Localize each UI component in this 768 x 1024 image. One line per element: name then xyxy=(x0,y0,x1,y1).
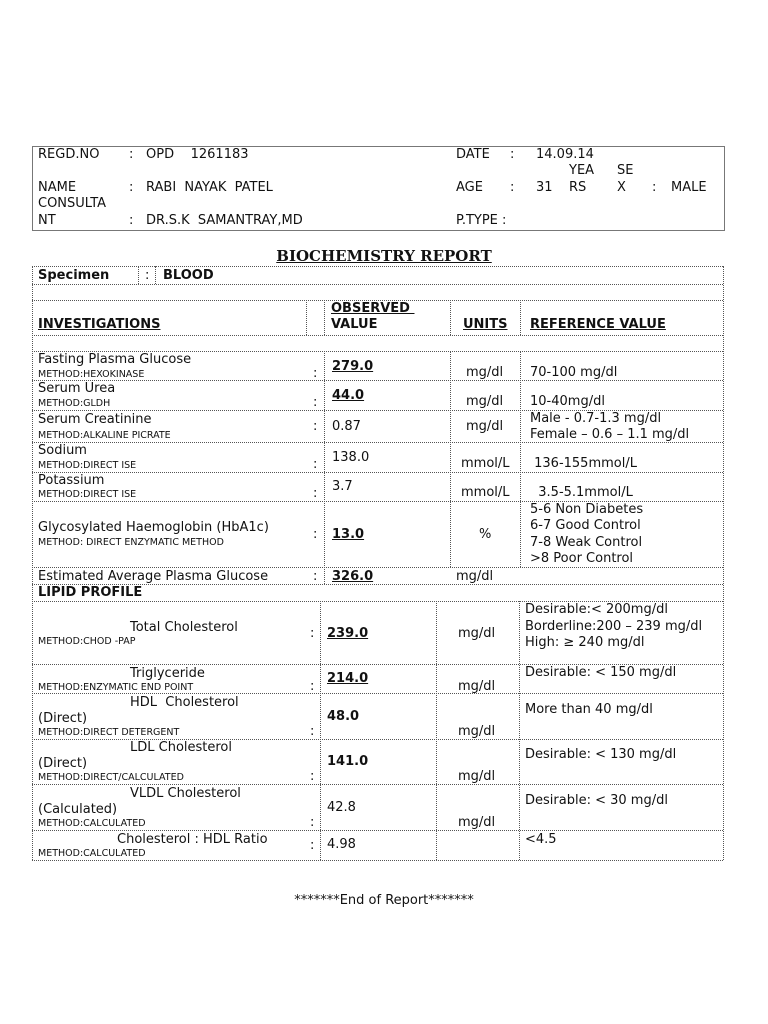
test-value: 44.0 xyxy=(332,388,365,403)
report-title: BIOCHEMISTRY REPORT xyxy=(276,247,492,265)
grid-line xyxy=(436,601,437,860)
grid-line xyxy=(520,351,521,567)
test-value: 0.87 xyxy=(332,419,361,434)
grid-line xyxy=(520,300,521,335)
test-unit: mg/dl xyxy=(466,365,504,380)
test-unit: mg/dl xyxy=(458,815,496,830)
test-unit: mmol/L xyxy=(461,485,510,500)
specimen-value: BLOOD xyxy=(163,268,214,283)
col-units: UNITS xyxy=(463,317,508,332)
grid-line xyxy=(32,567,723,568)
test-reference: 10-40mg/dl xyxy=(530,394,605,409)
test-method: METHOD:CALCULATED xyxy=(38,848,146,859)
test-unit: mg/dl xyxy=(456,569,494,584)
test-name: VLDL Cholesterol xyxy=(130,786,241,801)
date-label: DATE xyxy=(456,147,490,162)
test-reference: Desirable: < 30 mg/dl xyxy=(525,793,668,808)
grid-line xyxy=(155,266,156,284)
test-reference: Male - 0.7-1.3 mg/dl xyxy=(530,411,662,426)
grid-line xyxy=(32,266,723,267)
test-reference: Female – 0.6 – 1.1 mg/dl xyxy=(530,427,690,442)
grid-line xyxy=(32,380,723,381)
test-reference: Desirable: < 150 mg/dl xyxy=(525,665,677,680)
test-value: 141.0 xyxy=(327,754,369,769)
test-reference: >8 Poor Control xyxy=(530,551,634,566)
test-method: METHOD:DIRECT/CALCULATED xyxy=(38,772,184,783)
colon: : xyxy=(313,366,318,381)
years-label-2: RS xyxy=(569,180,587,195)
grid-line xyxy=(306,300,307,335)
test-value: 279.0 xyxy=(332,359,374,374)
date-value: 14.09.14 xyxy=(536,147,594,162)
test-name-suffix: (Calculated) xyxy=(38,802,118,817)
test-method: METHOD:CALCULATED xyxy=(38,818,146,829)
grid-line xyxy=(32,284,723,285)
test-unit: mmol/L xyxy=(461,456,510,471)
specimen-label: Specimen xyxy=(38,268,110,283)
end-of-report: *******End of Report******* xyxy=(294,893,474,908)
sex-value: MALE xyxy=(671,180,707,195)
consultant-value: DR.S.K SAMANTRAY,MD xyxy=(146,213,303,228)
colon: : xyxy=(145,268,150,283)
colon: : xyxy=(510,180,515,195)
test-value: 48.0 xyxy=(327,709,360,724)
test-name: HDL Cholesterol xyxy=(130,695,239,710)
test-method: METHOD:CHOD -PAP xyxy=(38,636,136,647)
test-name: Sodium xyxy=(38,443,87,458)
colon: : xyxy=(129,213,134,228)
test-unit: % xyxy=(479,527,492,542)
lipid-profile-heading: LIPID PROFILE xyxy=(38,585,143,600)
test-value: 4.98 xyxy=(327,837,356,852)
test-name: Serum Urea xyxy=(38,381,116,396)
test-reference: 3.5-5.1mmol/L xyxy=(530,485,633,500)
test-reference: 136-155mmol/L xyxy=(530,456,637,471)
test-reference: High: ≥ 240 mg/dl xyxy=(525,635,645,650)
test-method: METHOD:DIRECT ISE xyxy=(38,460,137,471)
test-method: METHOD:ALKALINE PICRATE xyxy=(38,430,171,441)
colon: : xyxy=(510,147,515,162)
colon: : xyxy=(310,724,315,739)
colon: : xyxy=(310,626,315,641)
test-value: 13.0 xyxy=(332,527,365,542)
colon: : xyxy=(313,395,318,410)
name-label: NAME xyxy=(38,180,77,195)
test-unit: mg/dl xyxy=(466,394,504,409)
test-reference: 6-7 Good Control xyxy=(530,518,641,533)
name-value: RABI NAYAK PATEL xyxy=(146,180,273,195)
age-label: AGE xyxy=(456,180,483,195)
grid-line xyxy=(138,266,139,284)
test-reference: Desirable:< 200mg/dl xyxy=(525,602,668,617)
colon: : xyxy=(652,180,657,195)
colon: : xyxy=(313,486,318,501)
test-reference: 7-8 Weak Control xyxy=(530,535,643,550)
test-value: 42.8 xyxy=(327,800,356,815)
regd-label: REGD.NO xyxy=(38,147,100,162)
grid-line xyxy=(32,830,723,831)
test-value: 326.0 xyxy=(332,569,374,584)
test-method: METHOD:HEXOKINASE xyxy=(38,369,145,380)
colon: : xyxy=(313,569,318,584)
test-value: 214.0 xyxy=(327,671,369,686)
test-reference: Desirable: < 130 mg/dl xyxy=(525,747,677,762)
test-unit: mg/dl xyxy=(466,419,504,434)
test-reference: <4.5 xyxy=(525,832,557,847)
test-name: Total Cholesterol xyxy=(130,620,238,635)
grid-line xyxy=(519,601,520,860)
consultant-label-1: CONSULTA xyxy=(38,196,107,211)
col-observed-2: VALUE xyxy=(331,317,378,332)
col-investigations: INVESTIGATIONS xyxy=(38,317,161,332)
colon: : xyxy=(310,679,315,694)
test-name: Estimated Average Plasma Glucose xyxy=(38,569,269,584)
grid-line xyxy=(32,693,723,694)
test-unit: mg/dl xyxy=(458,769,496,784)
grid-line xyxy=(32,266,33,860)
grid-line xyxy=(450,351,451,567)
test-method: METHOD:DIRECT ISE xyxy=(38,489,137,500)
sex-label-2: X xyxy=(617,180,626,195)
test-value: 239.0 xyxy=(327,626,369,641)
test-name: Triglyceride xyxy=(130,666,205,681)
sex-label-1: SE xyxy=(617,163,634,178)
consultant-label-2: NT xyxy=(38,213,56,228)
test-reference: More than 40 mg/dl xyxy=(525,702,653,717)
colon: : xyxy=(313,457,318,472)
colon: : xyxy=(129,180,134,195)
test-value: 3.7 xyxy=(332,479,353,494)
years-label-1: YEA xyxy=(569,163,595,178)
colon: : xyxy=(313,527,318,542)
col-observed-1: OBSERVED xyxy=(331,301,415,316)
age-value: 31 xyxy=(536,180,553,195)
test-name: Glycosylated Haemoglobin (HbA1c) xyxy=(38,520,269,535)
grid-line xyxy=(320,601,321,860)
grid-line xyxy=(450,300,451,335)
grid-line xyxy=(324,351,325,584)
colon: : xyxy=(310,815,315,830)
grid-line xyxy=(32,860,723,861)
colon: : xyxy=(310,838,315,853)
grid-line xyxy=(32,784,723,785)
test-name: Serum Creatinine xyxy=(38,412,152,427)
regd-value: OPD 1261183 xyxy=(146,147,249,162)
ptype-label: P.TYPE : xyxy=(456,213,507,228)
grid-line xyxy=(32,335,723,336)
grid-line xyxy=(723,266,724,860)
test-unit: mg/dl xyxy=(458,679,496,694)
test-method: METHOD:ENZYMATIC END POINT xyxy=(38,682,194,693)
test-unit: mg/dl xyxy=(458,724,496,739)
test-name-suffix: (Direct) xyxy=(38,756,88,771)
grid-line xyxy=(324,300,325,335)
colon: : xyxy=(129,147,134,162)
colon: : xyxy=(313,419,318,434)
test-name: Cholesterol : HDL Ratio xyxy=(117,832,268,847)
grid-line xyxy=(32,442,723,443)
test-name-suffix: (Direct) xyxy=(38,711,88,726)
col-reference: REFERENCE VALUE xyxy=(530,317,666,332)
test-method: METHOD:DIRECT DETERGENT xyxy=(38,727,180,738)
test-value: 138.0 xyxy=(332,450,370,465)
test-reference: Borderline:200 – 239 mg/dl xyxy=(525,619,703,634)
test-method: METHOD:GLDH xyxy=(38,398,111,409)
test-reference: 70-100 mg/dl xyxy=(530,365,618,380)
test-method: METHOD: DIRECT ENZYMATIC METHOD xyxy=(38,537,224,548)
test-name: Potassium xyxy=(38,473,105,488)
grid-line xyxy=(32,472,723,473)
colon: : xyxy=(310,769,315,784)
test-unit: mg/dl xyxy=(458,626,496,641)
test-name: LDL Cholesterol xyxy=(130,740,233,755)
test-reference: 5-6 Non Diabetes xyxy=(530,502,644,517)
test-name: Fasting Plasma Glucose xyxy=(38,352,192,367)
